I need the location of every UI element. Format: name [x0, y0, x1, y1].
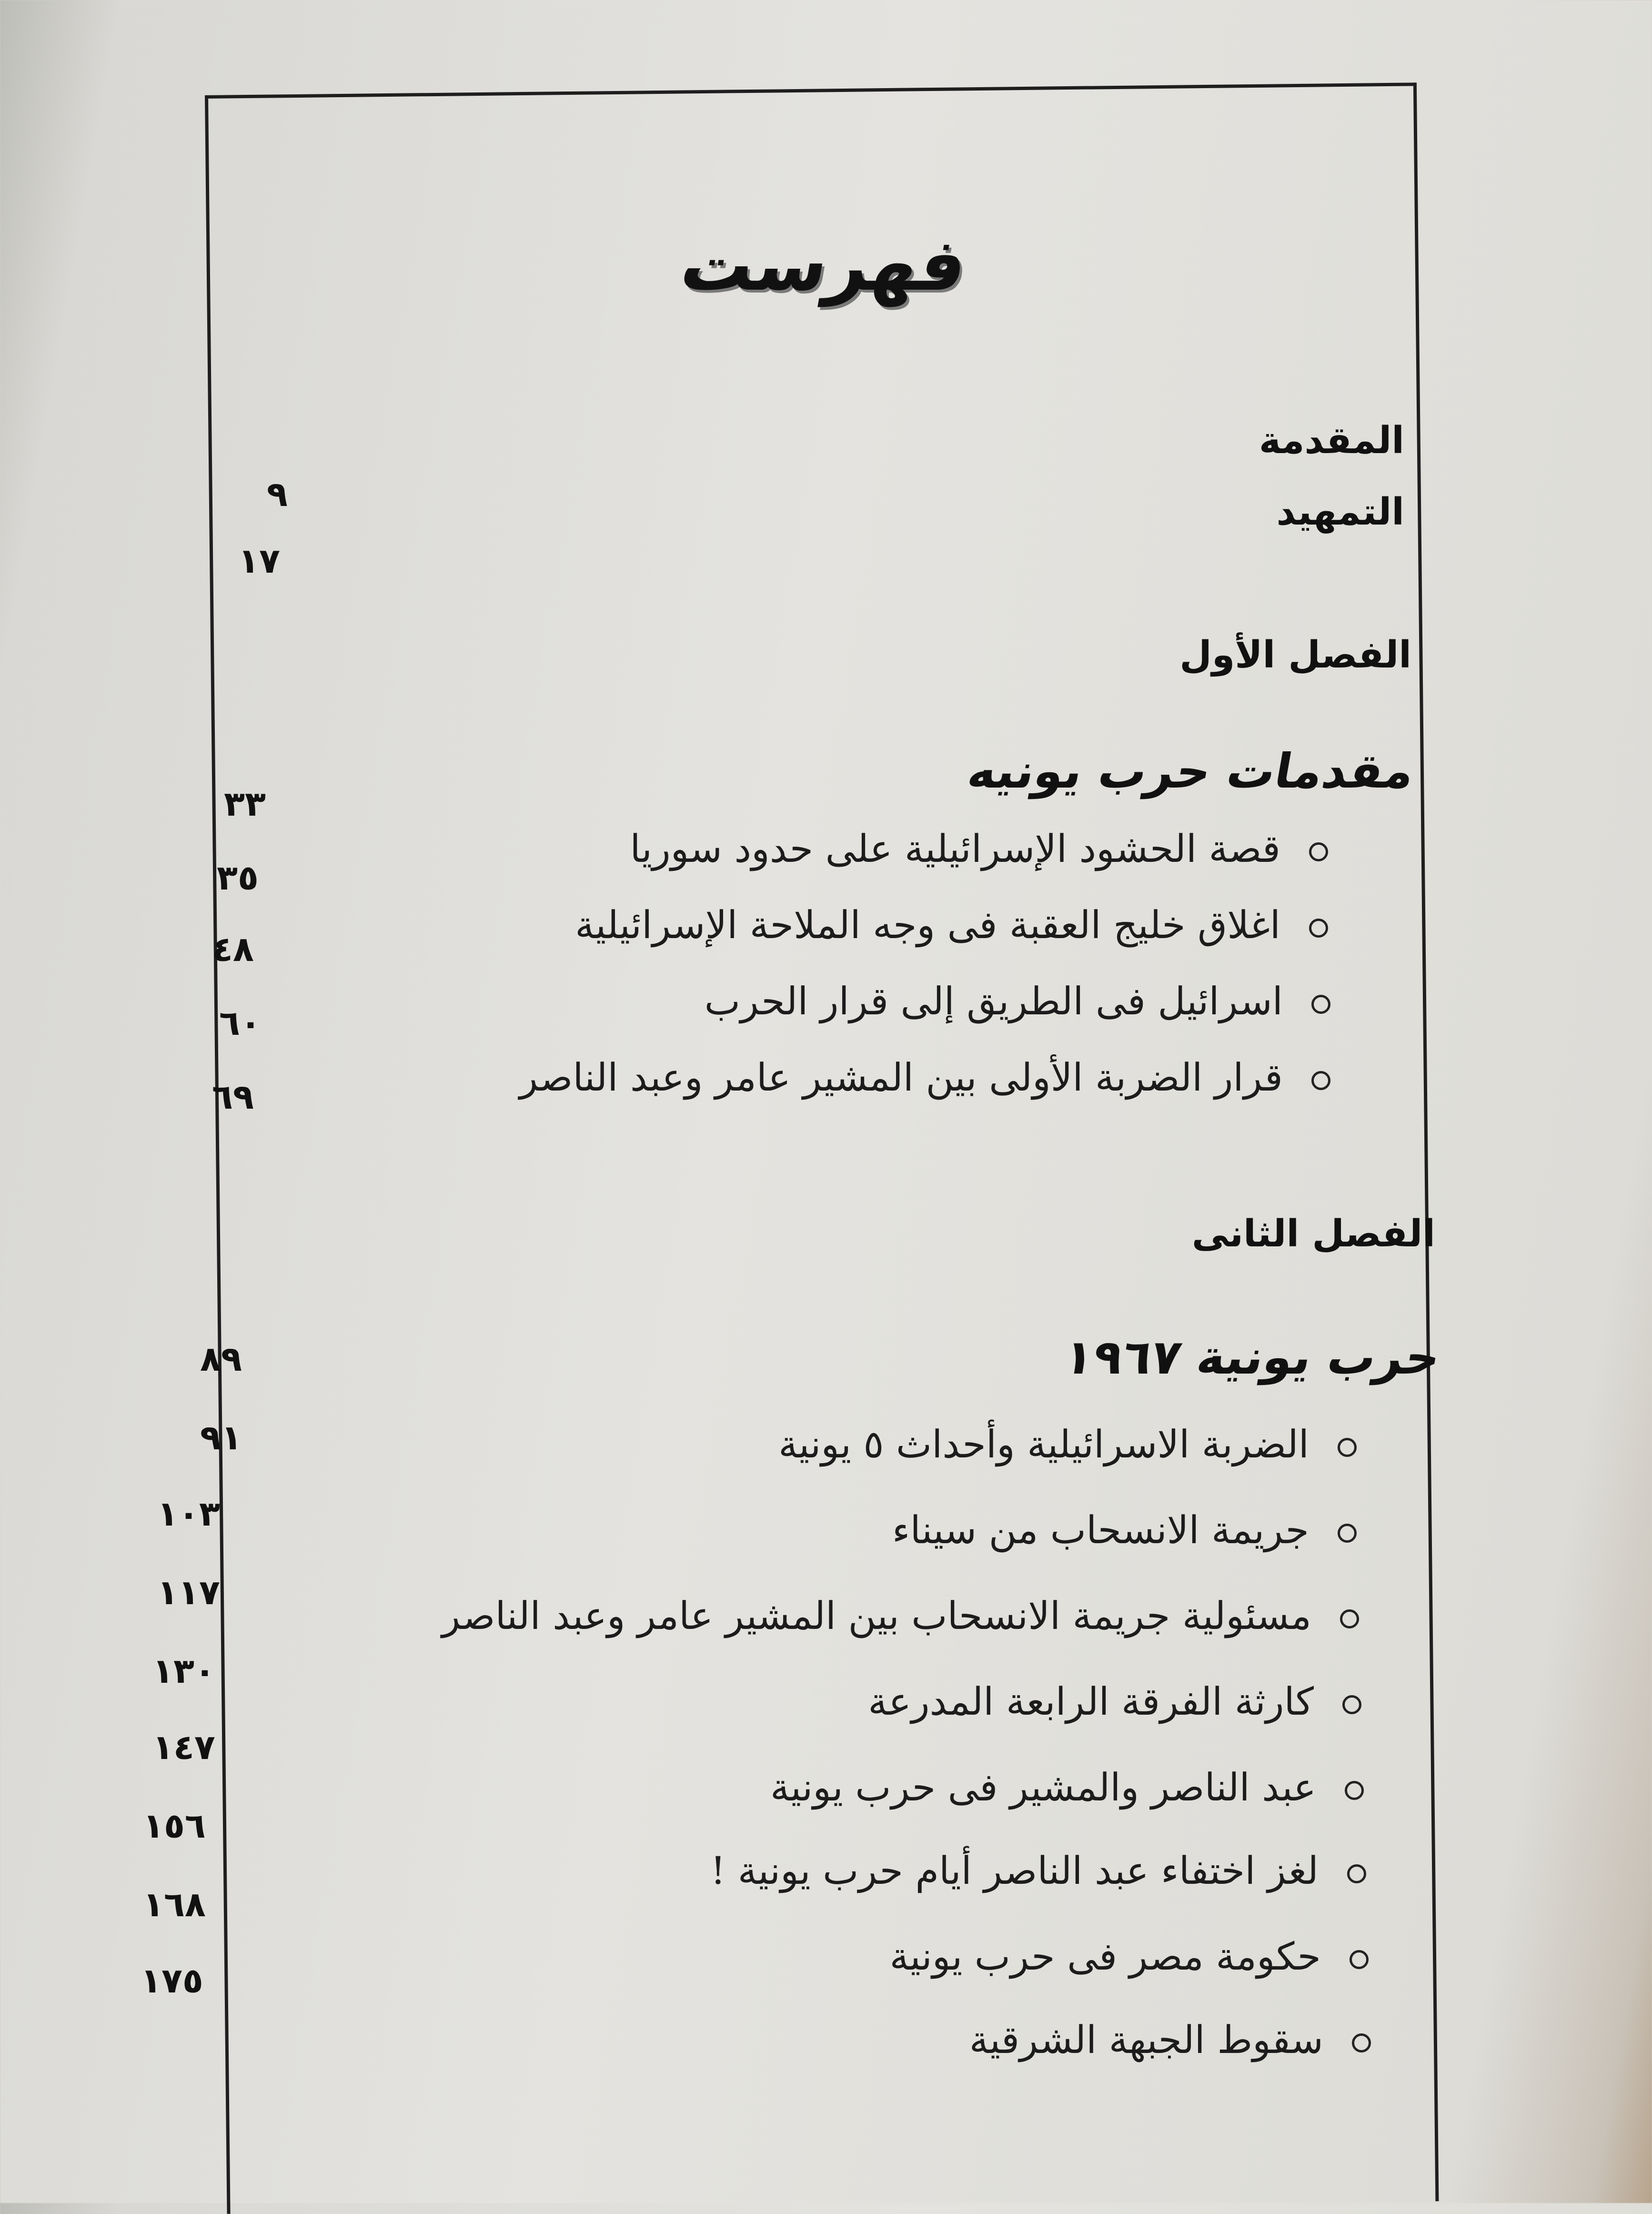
bullet-icon	[1345, 1781, 1364, 1800]
page-number: ٩١	[200, 1417, 242, 1457]
bullet-icon	[1342, 1695, 1361, 1714]
bullet-icon	[1347, 1864, 1366, 1883]
page-number: ٨٩	[200, 1339, 242, 1379]
bullet-icon	[1350, 1950, 1369, 1969]
page-number: ١٤٧	[152, 1727, 215, 1767]
page-number: ١٣٠	[152, 1651, 215, 1691]
chapter-two-title: حرب يونية ١٩٦٧	[1059, 1329, 1445, 1385]
toc-entry: حكومة مصر فى حرب يونية	[889, 1934, 1369, 1979]
toc-entry: لغز اختفاء عبد الناصر أيام حرب يونية !	[710, 1849, 1366, 1893]
bullet-icon	[1311, 1071, 1330, 1090]
page-number: ١٦٨	[143, 1884, 206, 1924]
page-number: ١٧٥	[141, 1961, 203, 2001]
page-number: ١٠٣	[157, 1494, 220, 1534]
toc-entry: سقوط الجبهة الشرقية	[969, 2018, 1371, 2062]
page-title: فهرست	[675, 224, 974, 307]
toc-entry: قرار الضربة الأولى بين المشير عامر وعبد الناصر	[519, 1055, 1330, 1100]
page-number: ٤٨	[212, 929, 254, 969]
toc-entry: اسرائيل فى الطريق إلى قرار الحرب	[705, 979, 1330, 1023]
bullet-icon	[1338, 1524, 1357, 1543]
page-number: ٦٩	[212, 1077, 254, 1117]
toc-entry: جريمة الانسحاب من سيناء	[892, 1508, 1357, 1552]
bullet-icon	[1340, 1609, 1359, 1628]
page-number: ٣٥	[217, 858, 259, 898]
bullet-icon	[1338, 1438, 1357, 1457]
bullet-icon	[1352, 2033, 1371, 2052]
chapter-two-label: الفصل الثانى	[1191, 1213, 1435, 1255]
toc-entry: قصة الحشود الإسرائيلية على حدود سوريا	[630, 827, 1328, 871]
bullet-icon	[1309, 842, 1328, 861]
page-number: ٣٣	[224, 784, 266, 824]
page-number: ٩	[267, 474, 288, 514]
section-introduction: المقدمة	[1259, 419, 1404, 462]
page-number: ٦٠	[219, 1003, 261, 1043]
chapter-one-label: الفصل الأول	[1179, 634, 1411, 677]
section-preface: التمهيد	[1276, 491, 1404, 534]
bullet-icon	[1309, 919, 1328, 938]
page-number: ١٧	[238, 541, 280, 581]
page-number: ١١٧	[157, 1572, 220, 1612]
bullet-icon	[1311, 995, 1330, 1014]
page-number: ١٥٦	[143, 1806, 206, 1846]
toc-entry: كارثة الفرقة الرابعة المدرعة	[868, 1679, 1361, 1724]
toc-entry: عبد الناصر والمشير فى حرب يونية	[770, 1765, 1364, 1810]
toc-entry: مسئولية جريمة الانسحاب بين المشير عامر وعبد الناصر	[442, 1594, 1359, 1638]
toc-entry: الضربة الاسرائيلية وأحداث ٥ يونية	[778, 1422, 1357, 1466]
chapter-one-title: مقدمات حرب يونيه	[963, 743, 1419, 799]
toc-entry: اغلاق خليج العقبة فى وجه الملاحة الإسرائيلية	[575, 903, 1328, 947]
